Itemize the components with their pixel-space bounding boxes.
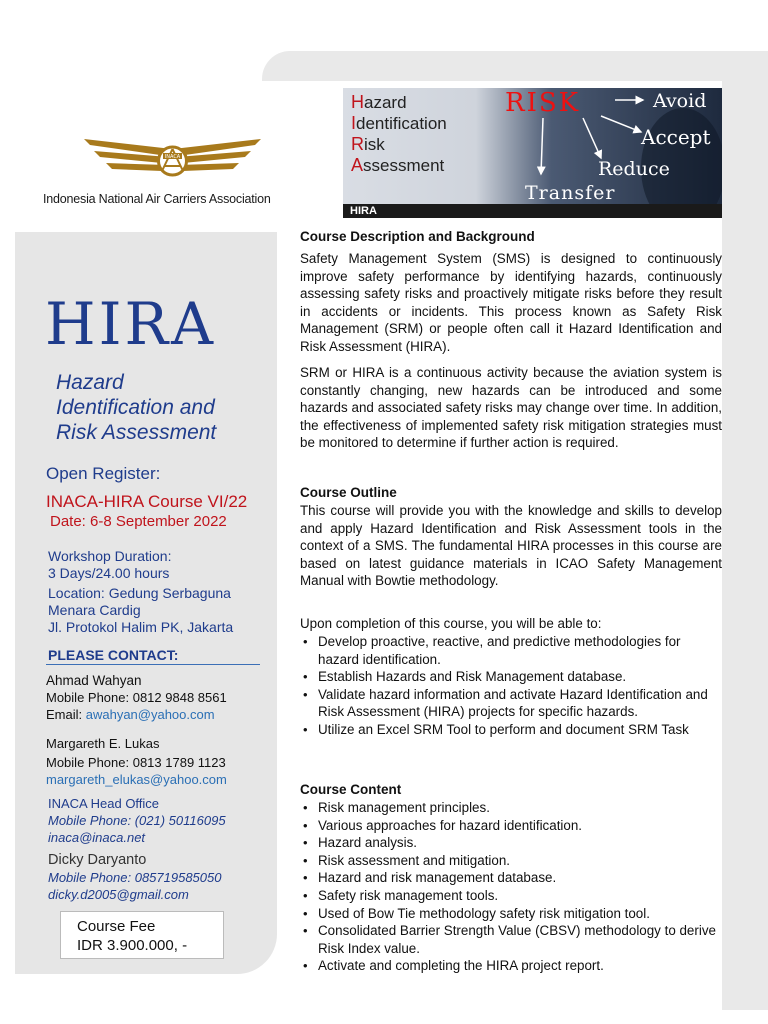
banner-transfer-word: Transfer xyxy=(525,182,616,204)
contact-phone: Mobile Phone: 0812 9848 8561 xyxy=(46,690,227,705)
workshop-location: Location: Gedung Serbaguna Menara Cardig Jl. Protokol Halim PK, Jakarta xyxy=(48,585,234,635)
list-item: • Develop proactive, reactive, and predictive methodologies for hazard identification. xyxy=(300,633,720,668)
open-register-label: Open Register: xyxy=(46,464,161,483)
contact-email-link[interactable]: awahyan@yahoo.com xyxy=(85,707,215,722)
contact-phone: Mobile Phone: 085719585050 xyxy=(48,870,222,885)
list-item: • Utilize an Excel SRM Tool to perform and document SRM Task xyxy=(300,721,720,739)
contact-email-link[interactable]: dicky.d2005@gmail.com xyxy=(48,887,189,902)
list-item: • Used of Bow Tie methodology safety risk mitigation tool. xyxy=(300,905,730,923)
banner-tag: HIRA xyxy=(350,205,377,217)
contact-card xyxy=(46,735,227,788)
contact-card: Ahmad Wahyan Mobile Phone: 0812 9848 8561 Email: awahyan@yahoo.com xyxy=(46,673,227,722)
contact-card xyxy=(48,795,226,846)
hira-banner xyxy=(343,88,722,218)
banner-risk-word: RISK xyxy=(505,88,581,118)
list-item: • Hazard and risk management database. xyxy=(300,869,730,887)
fee-label: Course Fee xyxy=(77,918,156,935)
contact-name: Dicky Daryanto xyxy=(48,852,147,868)
contact-name: Ahmad Wahyan xyxy=(46,673,142,688)
list-item: • Safety risk management tools. xyxy=(300,887,730,905)
contact-phone: Mobile Phone: 0813 1789 1123 xyxy=(46,755,226,770)
outline-heading: Course Outline xyxy=(300,485,397,500)
contact-name: INACA Head Office xyxy=(48,796,160,811)
list-item: • Activate and completing the HIRA project report. xyxy=(300,957,730,975)
contact-email-link[interactable]: margareth_elukas@yahoo.com xyxy=(46,772,227,787)
banner-avoid-word: Avoid xyxy=(653,90,707,112)
contact-phone: Mobile Phone: (021) 50116095 xyxy=(48,813,226,828)
emblem-text: INACA xyxy=(164,154,181,160)
completion-list xyxy=(300,633,720,739)
course-code: INACA-HIRA Course VI/22 xyxy=(46,492,248,511)
fee-value: IDR 3.900.000, - xyxy=(77,937,188,954)
list-item: • Risk assessment and mitigation. xyxy=(300,852,730,870)
banner-reduce-word: Reduce xyxy=(598,158,670,180)
list-item: • Hazard analysis. xyxy=(300,834,730,852)
list-item: • Risk management principles. xyxy=(300,799,730,817)
content-heading: Course Content xyxy=(300,782,402,797)
list-item: • Validate hazard information and activate Hazard Identification and Risk Assessment (HIRA) projects for specific hazards. xyxy=(300,686,720,721)
page-subtitle: Hazard Identification and Risk Assessment xyxy=(56,371,217,444)
contact-card xyxy=(48,852,221,903)
list-item: • Various approaches for hazard identification. xyxy=(300,817,730,835)
content-list xyxy=(300,799,730,975)
wings-emblem-icon xyxy=(80,135,265,190)
description-paragraph: Safety Management System (SMS) is designed to continuously improve safety performance by identifying hazards, continuously assessing safety risks and proactively mitigate risks before they result in accidents or incidents. This process known as Safety Risk Management (SRM) or people often call it Hazard Identification and Risk Assessment (HIRA). xyxy=(300,251,722,354)
completion-intro: Upon completion of this course, you will be able to: xyxy=(300,616,602,631)
banner-acronym: Hazard Identification Risk Assessment xyxy=(351,92,447,175)
list-item: • Establish Hazards and Risk Management database. xyxy=(300,668,720,686)
contact-email-link[interactable]: inaca@inaca.net xyxy=(48,830,146,845)
list-item: • Consolidated Barrier Strength Value (CBSV) methodology to derive Risk Index value. xyxy=(300,922,730,957)
banner-strip xyxy=(343,204,722,218)
org-name: Indonesia National Air Carriers Association xyxy=(43,192,271,206)
decorative-top-band xyxy=(262,51,768,81)
course-fee-box xyxy=(60,911,224,959)
description-paragraph: SRM or HIRA is a continuous activity because the aviation system is constantly changing, new hazards can be introduced and some hazards and associated safety risks may change over time. In addition, the effectiveness of implemented safety risk mitigation strategies must be monitored to determine if further action is required. xyxy=(300,365,722,451)
page-title: HIRA xyxy=(45,290,217,358)
contact-name: Margareth E. Lukas xyxy=(46,736,160,751)
contact-divider xyxy=(46,664,260,665)
contact-heading: PLEASE CONTACT: xyxy=(48,647,179,663)
banner-accept-word: Accept xyxy=(641,125,711,149)
inaca-logo xyxy=(40,135,271,210)
description-heading: Course Description and Background xyxy=(300,229,535,244)
outline-paragraph: This course will provide you with the knowledge and skills to develop and apply Hazard Identification and Risk Assessment tools in the context of a SMS. The fundamental HIRA processes in this course are based on latest guidance materials in ICAO Safety Management Manual with Bowtie methodology. xyxy=(300,503,722,589)
workshop-duration: Workshop Duration: 3 Days/24.00 hours xyxy=(48,548,172,581)
course-date: Date: 6-8 September 2022 xyxy=(50,513,227,530)
